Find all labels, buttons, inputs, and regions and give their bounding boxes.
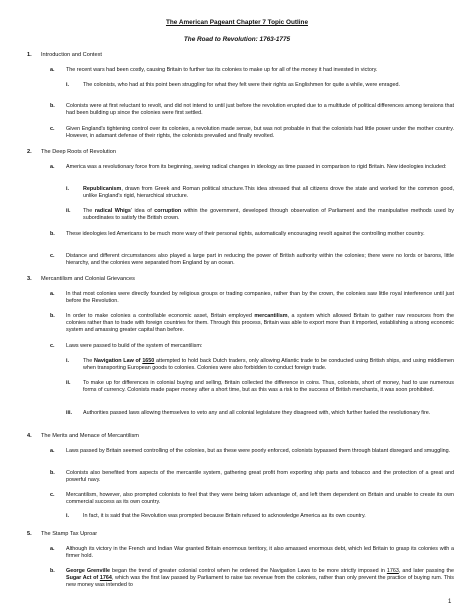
- section-1-item-a: a. The recent wars had been costly, causing Britain to further tax its colonies to make up for all of the money it had invested in victory.: [50, 67, 378, 73]
- section-1-item-a-i: i. The colonists, who had at this point been struggling for what they felt were their rights as Englishmen for quite a while, were enraged.: [66, 82, 401, 88]
- section-5-item-a: a. Although its victory in the French and Indian War granted Britain enormous territory, it also amassed enormous debt, which led Britain to grasp its colonies with a firmer hold.: [50, 546, 454, 559]
- section-4-heading: 4. The Merits and Menace of Mercantilism: [27, 433, 139, 439]
- section-2-heading: 2. The Deep Roots of Revolution: [27, 149, 116, 155]
- section-2-item-b: b. These ideologies led Americans to be much more wary of their personal rights, automatically encouraging revolt against the controlling mother country.: [50, 231, 425, 237]
- section-3-item-c-i: i. The Navigation Law of 1650 attempted to hold back Dutch traders, only allowing Atlantic trade to be conducted using British ships, and using middlemen when transporting European goods to colonies. Colonies were also forbidden to conduct foreign trade.: [66, 358, 454, 371]
- section-4-item-a: a. Laws passed by Britain seemed controlling of the colonies, but as these were poorly enforced, colonists bypassed them through blatant disregard and smuggling.: [50, 448, 451, 454]
- section-1-item-b: b. Colonists were at first reluctant to revolt, and did not intend to until just before the revolution erupted due to a multitude of political differences among tensions that had been building up since the colonies were first settled.: [50, 103, 454, 116]
- section-3-heading: 3. Mercantilism and Colonial Grievances: [27, 276, 135, 282]
- section-2-item-c: c. Distance and different circumstances also played a large part in reducing the power of British authority within the colonies; there were no lords or barons, little hierarchy, and the colonies were separated from England by an ocean.: [50, 253, 454, 266]
- section-3-item-c-iii: iii. Authorities passed laws allowing themselves to veto any and all colonial legislature they disagreed with, which further fueled the revolutionary fire.: [66, 410, 431, 416]
- section-2-item-a-ii: ii. The radical Whigs' idea of corruption within the government, developed through observation of Parliament and the manipulative methods used by subordinates to satisfy the British crown.: [66, 208, 454, 221]
- section-4-item-c: c. Mercantilism, however, also prompted colonists to feel that they were being taken advantage of, and left them dependent on Britain and unable to create its own commercial success as its own country.: [50, 492, 454, 505]
- section-3-item-c: c. Laws were passed to build of the system of mercantilism:: [50, 343, 203, 349]
- section-1-item-c: c. Given England's tightening control over its colonies, a revolution made sense, but was not probable in that the colonists had little power under the mother country. However, in adamant defense of their rights, the colonists prevailed and finally revolted.: [50, 126, 454, 139]
- section-3-item-a: a. In that most colonies were directly founded by religious groups or trading companies, rather than by the crown, the colonies saw little royal interference until just before the Revolution.: [50, 291, 454, 304]
- section-2-item-a-i: i. Republicanism, drawn from Greek and Roman political structure.This idea stressed that all citizens drove the state and worked for the common good, unlike England's rigid, hierarchical structure.: [66, 186, 454, 199]
- page-number: 1: [448, 599, 452, 605]
- section-5-heading: 5. The Stamp Tax Uproar: [27, 531, 98, 537]
- section-4-item-c-i: i. In fact, it is said that the Revolution was prompted because Britain refused to acknowledge America as its own country.: [66, 513, 366, 519]
- document-subtitle: The Road to Revolution: 1763-1775: [183, 36, 291, 43]
- section-2-item-a: a. America was a revolutionary force from its beginning, seeing radical changes in ideology as time passed in comparison to rigid Britain. New ideologies included:: [50, 164, 447, 170]
- section-4-item-b: b. Colonists also benefited from aspects of the mercantile system, gathering great profit from exporting ship parts and tobacco and the protection of a great and powerful navy.: [50, 470, 454, 483]
- section-1-heading: 1. Introduction and Context: [27, 52, 102, 58]
- section-3-item-c-ii: ii. To make up for differences in colonial buying and selling, Britain collected the difference in coins. Thus, colonists, short of money, had to use numerous forms of currency. Colonists made paper money after a short time, but as this was a risk to the success of British merchants, it was soon prohibited.: [66, 380, 454, 393]
- document-title: The American Pageant Chapter 7 Topic Outline: [165, 19, 309, 26]
- section-5-item-b: b. George Grenville began the trend of greater colonial control when he ordered the Navigation Laws to be more strictly imposed in 1763, and later passing the Sugar Act of 1764, which was the first law passed by Parliament to raise tax revenue from the colonies, rather than only prevent the practice of buying rum. This new money was intended to: [50, 568, 455, 588]
- section-3-item-b: b. In order to make colonies a controllable economic asset, Britain employed mercantilism, a system which allowed Britain to gather raw resources from the colonies rather than to trade with foreign countries for them. Through this process, Britain was able to export more than it imported, establishing a strong economic system and amassing greater capital than before.: [50, 313, 454, 333]
